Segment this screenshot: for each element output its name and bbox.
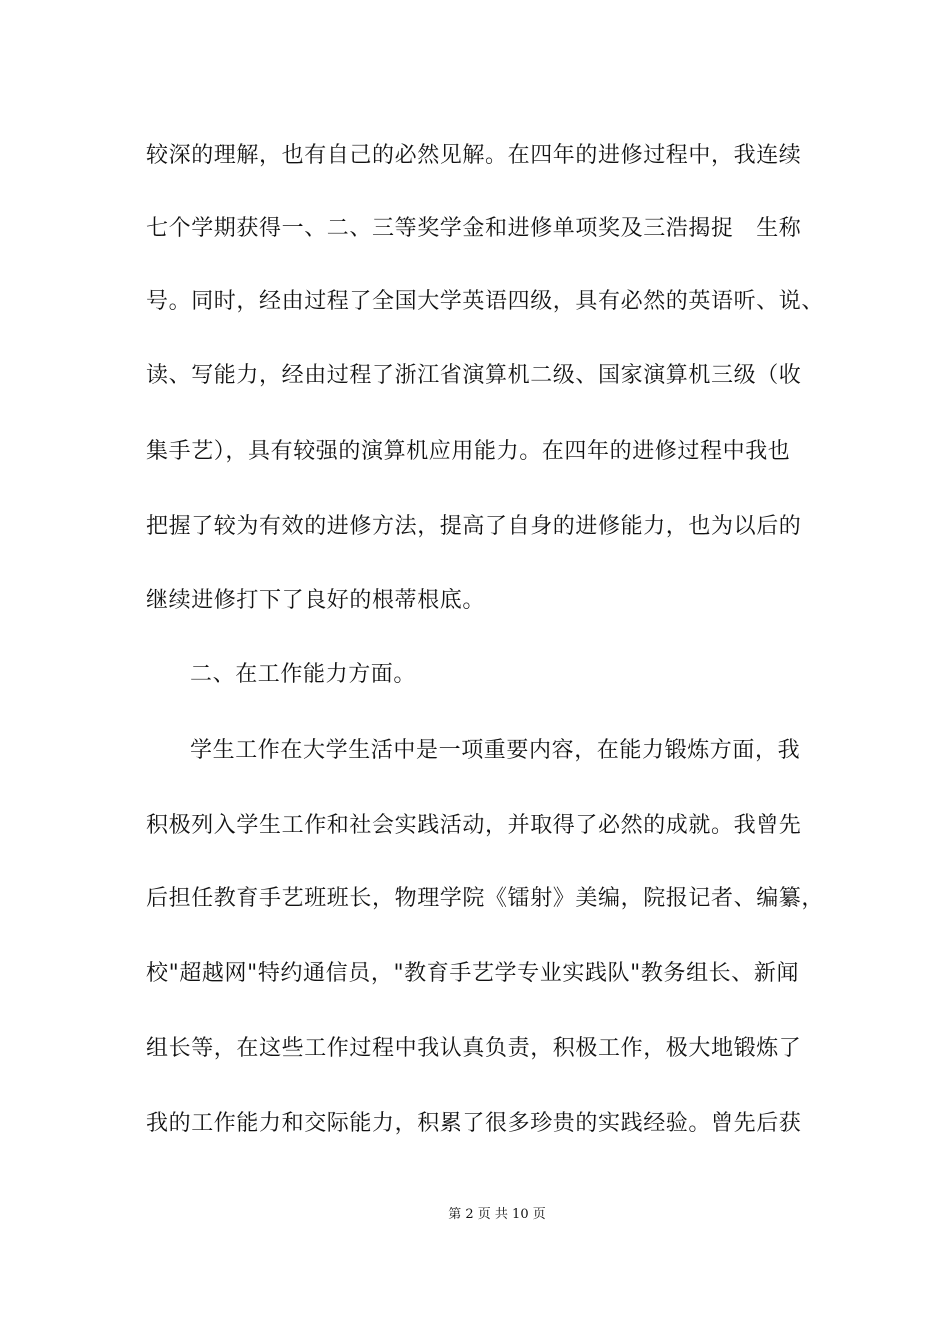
body-text-line: 学生工作在大学生活中是一项重要内容，在能力锻炼方面，我 [190, 738, 801, 763]
body-text-line: 号。同时，经由过程了全国大学英语四级，具有必然的英语听、说、 [146, 289, 825, 314]
page-number-footer: 第 2 页 共 10 页 [448, 1207, 546, 1222]
body-text-line: 集手艺），具有较强的演算机应用能力。在四年的进修过程中我也 [146, 439, 791, 464]
section-heading: 二、在工作能力方面。 [190, 662, 417, 687]
body-text-line: 后担任教育手艺班班长，物理学院《镭射》美编，院报记者、编纂， [146, 886, 825, 911]
body-text-line: 继续进修打下了良好的根蒂根底。 [146, 588, 486, 613]
body-text-line: 七个学期获得一、二、三等奖学金和进修单项奖及三浩揭捉 生称 [146, 216, 802, 241]
body-text-line: 把握了较为有效的进修方法，提高了自身的进修能力，也为以后的 [146, 514, 802, 539]
body-text-line: 积极列入学生工作和社会实践活动，并取得了必然的成就。我曾先 [146, 813, 802, 838]
body-text-line: 读、写能力，经由过程了浙江省演算机二级、国家演算机三级（收 [146, 363, 802, 388]
body-text-line: 我的工作能力和交际能力，积累了很多珍贵的实践经验。曾先后获 [146, 1111, 802, 1136]
body-text-line: 组长等，在这些工作过程中我认真负责，积极工作，极大地锻炼了 [146, 1036, 802, 1061]
body-text-line: 较深的理解，也有自己的必然见解。在四年的进修过程中，我连续 [146, 143, 802, 168]
body-text-line: 校"超越网"特约通信员，"教育手艺学专业实践队"教务组长、新闻 [146, 961, 800, 986]
